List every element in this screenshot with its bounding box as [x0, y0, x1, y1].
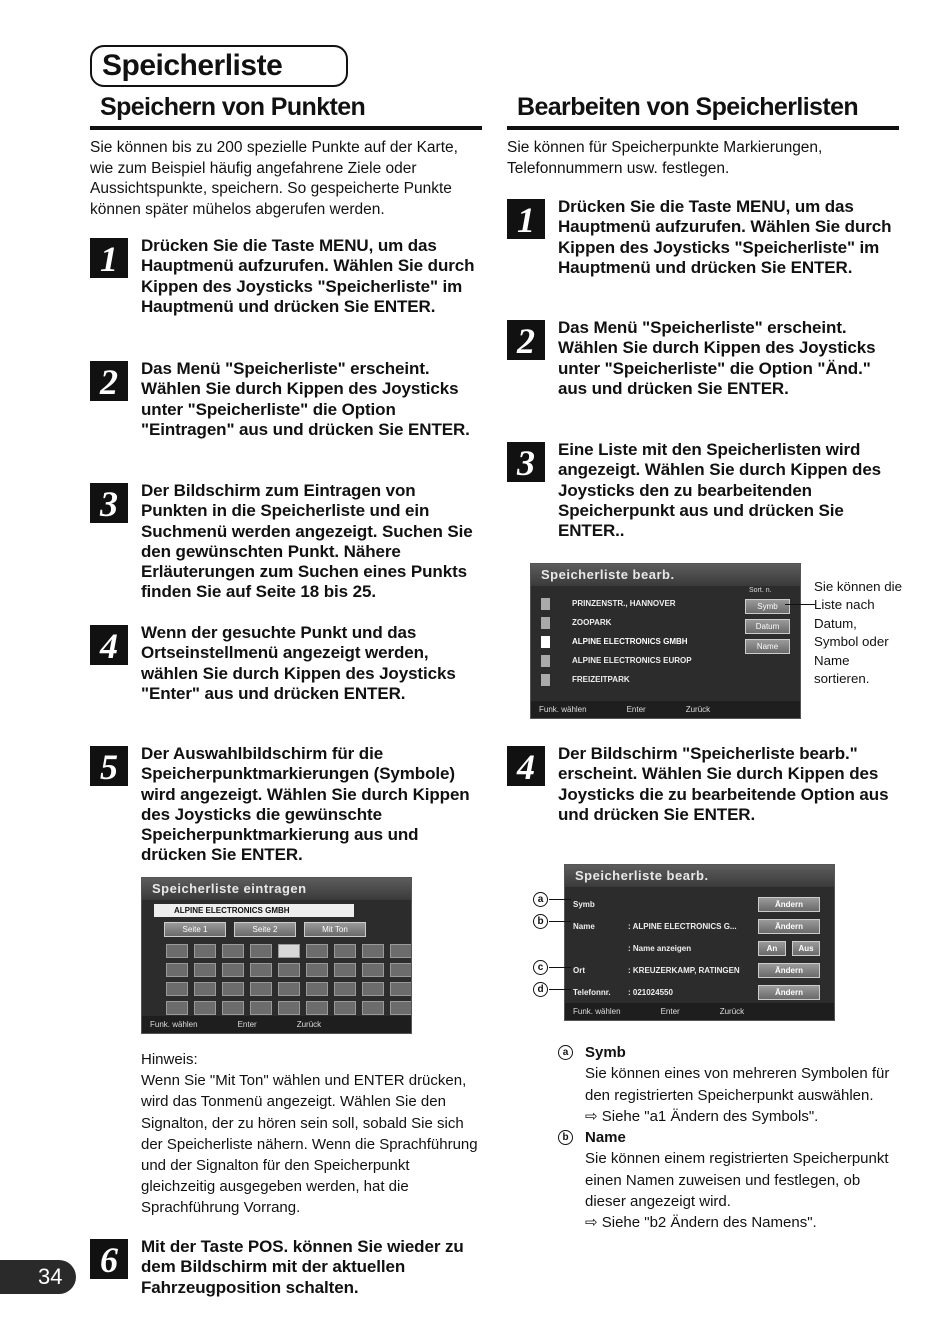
screen-title: Speicherliste bearb. — [565, 865, 834, 887]
footer-back: Zurück — [719, 1007, 745, 1016]
step-number: 6 — [90, 1239, 128, 1279]
legend-text: Sie können einem registrierten Speicherpunkt einen Namen zuweisen und festlegen, ob dieser angezeigt wird. — [585, 1150, 889, 1211]
change-telefon-button[interactable]: Ändern — [758, 985, 820, 1000]
legend — [558, 1042, 903, 1234]
left-step-5 — [90, 744, 482, 866]
callout-line — [785, 604, 815, 605]
marker-a: a — [533, 892, 548, 907]
step-number: 5 — [90, 746, 128, 786]
symbol-button[interactable] — [222, 1001, 244, 1015]
right-step-2 — [507, 318, 899, 399]
symbol-button[interactable] — [306, 1001, 328, 1015]
marker-b: b — [533, 914, 548, 929]
symbol-button[interactable] — [250, 963, 272, 977]
sort-datum-button[interactable]: Datum — [745, 619, 790, 634]
left-step-1 — [90, 236, 482, 317]
symbol-button[interactable] — [390, 982, 412, 996]
symbol-button[interactable] — [250, 944, 272, 958]
tab-row — [164, 922, 411, 937]
tab-seite-2[interactable]: Seite 2 — [234, 922, 296, 937]
symbol-button[interactable] — [362, 963, 384, 977]
symbol-button[interactable] — [390, 1001, 412, 1015]
symbol-button[interactable] — [334, 1001, 356, 1015]
left-step-3 — [90, 481, 482, 603]
legend-mark: b — [558, 1130, 573, 1145]
left-section-heading: Speichern von Punkten — [90, 90, 482, 130]
symbol-button[interactable] — [222, 963, 244, 977]
name-field: ALPINE ELECTRONICS GMBH — [154, 904, 354, 917]
display-off-button[interactable]: Aus — [792, 941, 820, 956]
symbol-grid — [166, 944, 411, 1015]
hint-note: Hinweis: Wenn Sie "Mit Ton" wählen und ENTER drücken, wird das Tonmenü angezeigt. Wählen Sie den Signalton, der zu hören sein soll, sobald Sie sich der Speicherliste nähern. Wenn die Sprachführung und der Signalton für den Speicherpunkt gleichzeitig ausgegeben werden, hat die Sprachführung Vorrang. — [141, 1051, 478, 1217]
sort-label: Sort. n. — [749, 587, 772, 594]
symbol-button[interactable] — [250, 1001, 272, 1015]
legend-ref: ⇨ Siehe "a1 Ändern des Symbols". — [585, 1107, 819, 1125]
step-text: Der Auswahlbildschirm für die Speicherpunktmarkierungen (Symbole) wird angezeigt. Wählen Sie durch Kippen des Joysticks die gewünschte Speicherpunktmarkierung aus und drücken Sie ENTER. — [141, 744, 470, 865]
legend-title: Symb — [585, 1044, 626, 1061]
symbol-button[interactable] — [306, 944, 328, 958]
symbol-button[interactable] — [250, 982, 272, 996]
symbol-button[interactable] — [278, 982, 300, 996]
right-step-4 — [507, 744, 899, 825]
tab-mit-ton[interactable]: Mit Ton — [304, 922, 366, 937]
screen-footer — [565, 1003, 834, 1020]
tab-seite-1[interactable]: Seite 1 — [164, 922, 226, 937]
step-text: Mit der Taste POS. können Sie wieder zu dem Bildschirm mit der aktuellen Fahrzeugposition schalten. — [141, 1237, 464, 1297]
step-text: Drücken Sie die Taste MENU, um das Hauptmenü aufzurufen. Wählen Sie durch Kippen des Joysticks "Speicherliste" im Hauptmenü und drücken Sie ENTER. — [141, 236, 475, 316]
footer-back: Zurück — [685, 705, 711, 714]
step-text: Drücken Sie die Taste MENU, um das Hauptmenü aufzurufen. Wählen Sie durch Kippen des Joysticks "Speicherliste" im Hauptmenü und drücken Sie ENTER. — [558, 197, 892, 277]
step-number: 2 — [507, 320, 545, 360]
symbol-button[interactable] — [166, 1001, 188, 1015]
marker-line — [549, 989, 571, 990]
symbol-button[interactable] — [362, 982, 384, 996]
right-column — [507, 90, 899, 179]
right-intro: Sie können für Speicherpunkte Markierungen, Telefonnummern usw. festlegen. — [507, 139, 823, 177]
symbol-button[interactable] — [166, 963, 188, 977]
symbol-button[interactable] — [194, 944, 216, 958]
step-text: Der Bildschirm "Speicherliste bearb." erscheint. Wählen Sie durch Kippen des Joysticks die zu bearbeitende Option aus und drücken Sie ENTER. — [558, 744, 889, 824]
symbol-button[interactable] — [390, 944, 412, 958]
legend-mark: a — [558, 1045, 573, 1060]
step-number: 4 — [507, 746, 545, 786]
step-number: 1 — [90, 238, 128, 278]
legend-text: Sie können eines von mehreren Symbolen für den registrierten Speicherpunkt auswählen. — [585, 1065, 890, 1104]
screen-footer — [142, 1016, 411, 1033]
screen-title: Speicherliste eintragen — [142, 878, 411, 900]
symbol-button[interactable] — [278, 963, 300, 977]
list-item[interactable]: ALPINE ELECTRONICS EUROP — [541, 651, 741, 670]
right-section-heading: Bearbeiten von Speicherlisten — [507, 90, 899, 130]
footer-enter: Enter — [237, 1020, 257, 1029]
edit-row-symb: Symb Ändern — [573, 893, 833, 915]
step-text: Der Bildschirm zum Eintragen von Punkten in die Speicherliste und ein Suchmenü werden angezeigt. Suchen Sie den gewünschten Punkt. Nähere Erläuterungen zum Suchen eines Punkts finden Sie auf Seite 18 bis 25. — [141, 481, 473, 602]
list-item-selected[interactable]: ALPINE ELECTRONICS GMBH — [541, 632, 741, 651]
sort-symb-button[interactable]: Symb — [745, 599, 790, 614]
legend-ref: ⇨ Siehe "b2 Ändern des Namens". — [585, 1214, 817, 1232]
symbol-button[interactable] — [334, 963, 356, 977]
step-number: 3 — [507, 442, 545, 482]
list-item[interactable]: PRINZENSTR., HANNOVER — [541, 594, 741, 613]
step-number: 1 — [507, 199, 545, 239]
marker-c: c — [533, 960, 548, 975]
marker-line — [549, 921, 571, 922]
list-item[interactable]: FREIZEITPARK — [541, 670, 741, 689]
edit-rows — [573, 893, 833, 1003]
footer-select: Funk. wählen — [573, 1007, 621, 1016]
marker-line — [549, 899, 571, 900]
right-step-1 — [507, 197, 899, 278]
footer-select: Funk. wählen — [150, 1020, 198, 1029]
legend-item-b — [558, 1127, 903, 1233]
step-text: Das Menü "Speicherliste" erscheint. Wählen Sie durch Kippen des Joysticks unter "Speicherliste" die Option "Änd." aus und drücken Sie ENTER. — [558, 318, 876, 398]
left-column — [90, 90, 482, 220]
symbol-button[interactable] — [362, 1001, 384, 1015]
page-number: 34 — [0, 1260, 76, 1294]
right-step-3 — [507, 440, 899, 541]
symbol-button[interactable] — [306, 963, 328, 977]
step-text: Das Menü "Speicherliste" erscheint. Wählen Sie durch Kippen des Joysticks unter "Speicherliste" die Option "Eintragen" aus und drücken Sie ENTER. — [141, 359, 470, 439]
symbol-button[interactable] — [390, 963, 412, 977]
symbol-button[interactable] — [334, 944, 356, 958]
marker-line — [549, 967, 571, 968]
footer-select: Funk. wählen — [539, 705, 587, 714]
step-text: Eine Liste mit den Speicherlisten wird angezeigt. Wählen Sie durch Kippen des Joysticks den zu bearbeitenden Speicherpunkt aus und drücken Sie ENTER.. — [558, 440, 882, 541]
symbol-button[interactable] — [306, 982, 328, 996]
symbol-button[interactable] — [194, 982, 216, 996]
marker-d: d — [533, 982, 548, 997]
left-step-4 — [90, 623, 482, 704]
step-text: Wenn der gesuchte Punkt und das Ortseinstellmenü angezeigt werden, wählen Sie durch Kippen des Joysticks "Enter" aus und drücken ENTER. — [141, 623, 456, 703]
symbol-button[interactable] — [334, 982, 356, 996]
symbol-button[interactable] — [362, 944, 384, 958]
sort-name-button[interactable]: Name — [745, 639, 790, 654]
step-number: 2 — [90, 361, 128, 401]
screen-edit — [564, 864, 835, 1021]
left-intro: Sie können bis zu 200 spezielle Punkte auf der Karte, wie zum Beispiel häufig angefahrene Ziele oder Aussichtspunkte, speichern. So gespeicherte Punkte können später mühelos abgerufen werden. — [90, 139, 458, 218]
footer-enter: Enter — [626, 705, 646, 714]
step-number: 4 — [90, 625, 128, 665]
screen-title: Speicherliste bearb. — [531, 564, 800, 586]
screen-list — [530, 563, 801, 719]
screen-footer — [531, 701, 800, 718]
footer-back: Zurück — [296, 1020, 322, 1029]
left-step-2 — [90, 359, 482, 440]
left-step-6 — [90, 1237, 482, 1298]
point-list — [541, 594, 741, 689]
symbol-button[interactable] — [194, 963, 216, 977]
change-symb-button[interactable]: Ändern — [758, 897, 820, 912]
footer-enter: Enter — [660, 1007, 680, 1016]
symbol-button[interactable] — [222, 944, 244, 958]
sort-callout: Sie können die Liste nach Datum, Symbol oder Name sortieren. — [814, 579, 902, 687]
symbol-button[interactable] — [166, 982, 188, 996]
symbol-button[interactable] — [278, 944, 300, 958]
legend-title: Name — [585, 1129, 626, 1147]
display-on-button[interactable]: An — [758, 941, 786, 956]
step-number: 3 — [90, 483, 128, 523]
edit-row-display: : Name anzeigen An Aus — [573, 937, 833, 959]
edit-row-ort: Ort : KREUZERKAMP, RATINGEN Ändern — [573, 959, 833, 981]
change-ort-button[interactable]: Ändern — [758, 963, 820, 978]
symbol-button[interactable] — [166, 944, 188, 958]
symbol-button[interactable] — [194, 1001, 216, 1015]
screen-eintragen — [141, 877, 412, 1034]
change-name-button[interactable]: Ändern — [758, 919, 820, 934]
edit-row-telefon: Telefonnr. : 021024550 Ändern — [573, 981, 833, 1003]
symbol-button[interactable] — [222, 982, 244, 996]
symbol-button[interactable] — [278, 1001, 300, 1015]
page-title: Speicherliste — [90, 45, 348, 87]
legend-item-a — [558, 1042, 903, 1127]
edit-row-name: Name : ALPINE ELECTRONICS G... Ändern — [573, 915, 833, 937]
list-item[interactable]: ZOOPARK — [541, 613, 741, 632]
